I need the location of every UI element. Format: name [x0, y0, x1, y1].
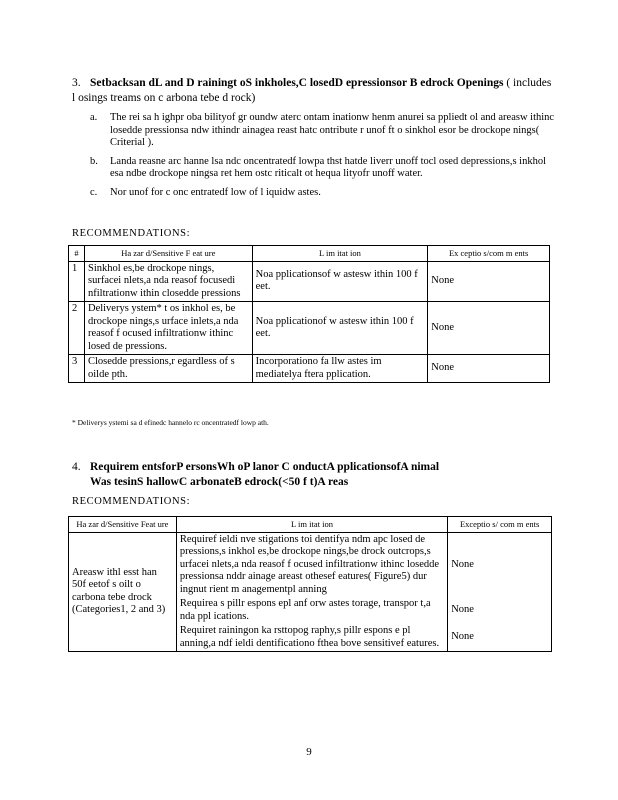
- section-4-heading: [72, 460, 552, 490]
- table-footnote: * Deliverys ystemi sa d efinedc hannelo rc oncentratedf lowp ath.: [72, 418, 269, 427]
- column-header: L im itat ion: [252, 246, 428, 262]
- section-4-number: 4.: [72, 461, 81, 473]
- page-number: 9: [306, 746, 312, 758]
- table-row: Requiret rainingon ka rsttopog raphy,s pillr espons e pl anning,a ndf ieldi dentificationo fthea bove sensitivef eatures. None: [69, 624, 552, 652]
- table-row: 3 Closedde pressions,r egardless of s oilde pth. Incorporationo fa llw astes im mediatelya ftera pplication. None: [69, 355, 550, 383]
- table-row: 1 Sinkhol es,be drockope nings, surfacei nlets,a nda reasof focusedi nfiltrationw ithin closedde pressions Noa pplicationsof w astesw ithin 100 f eet. None: [69, 261, 550, 302]
- table-header-row: [69, 246, 550, 262]
- section-3-title: Setbacksan dL and D rainingt oS inkholes,C losedD epressionsor B edrock Openings: [90, 77, 504, 89]
- table-row: Requirea s pillr espons epl anf orw astes torage, transpor t,a nda ppl ications. None: [69, 597, 552, 624]
- section-3-subtitle: ( includes l osings treams on c arbona tebe d rock): [72, 77, 552, 104]
- hazard-cell: Areasw ithl esst han 50f eetof s oilt o carbona tebe drock (Categories1, 2 and 3): [69, 532, 177, 652]
- column-header: Exceptio s/ com m ents: [448, 517, 552, 533]
- column-header: #: [69, 246, 85, 262]
- list-item: a. The rei sa h ighpr oba bilityof gr oundw aterc ontam inationw henm anurei sa ppliedt ol and areasw ithinc losedde pressionsa ndw ithindr ainagea reast hatc ontribute r unof ft o sinkhol esor be drockope nings( Criterial ).: [90, 112, 555, 148]
- section-3-number: 3.: [72, 77, 81, 89]
- section-3-items: [90, 112, 560, 205]
- column-header: Ex ceptio s/com m ents: [428, 246, 550, 262]
- recommendations-label: RECOMMENDATIONS:: [72, 496, 191, 507]
- table-row: Areasw ithl esst han 50f eetof s oilt o carbona tebe drock (Categories1, 2 and 3) Requiref ieldi nve stigations toi dentifya ndm apc losed de pressions,s inkhol es,be drockope nings,be drock outcrops,s urfacei nlets,a nda reasof f ocused infiltrationw ithinc losedde pressionsa nddr ainage areast othesef eatures( Figure5) dur ingnut rient m anagementpl anning None: [69, 532, 552, 597]
- section-4-title-line2: Was tesinS hallowC arbonateB edrock(<50 f t)A reas: [90, 476, 349, 488]
- section-4-table: [68, 516, 552, 652]
- section-4-title-line1: Requirem entsforP ersonsWh oP lanor C onductA pplicationsofA nimal: [90, 461, 440, 473]
- column-header: Ha zar d/Sensitive Feat ure: [69, 517, 177, 533]
- recommendations-label: RECOMMENDATIONS:: [72, 228, 191, 239]
- column-header: Ha zar d/Sensitive F eat ure: [84, 246, 252, 262]
- column-header: L im itat ion: [176, 517, 447, 533]
- list-item: c. Nor unof for c onc entratedf low of l iquidw astes.: [90, 186, 321, 198]
- table-header-row: [69, 517, 552, 533]
- table-row: 2 Deliverys ystem* t os inkhol es, be drockope nings,s urface inlets,a nda reasof f ocused infiltrationw ithinc losed de pressions. Noa pplicationof w astesw ithin 100 f eet. None: [69, 302, 550, 355]
- section-3-heading: [72, 76, 552, 106]
- list-item: b. Landa reasne arc hanne lsa ndc oncentratedf lowpa thst hatde liverr unoff tocl osed depressions,s inkhol esa ndbe drockope ningsa ret hem ostc riticalt ot hequa lityofr unoff water.: [90, 155, 546, 179]
- section-3-table: [68, 245, 550, 383]
